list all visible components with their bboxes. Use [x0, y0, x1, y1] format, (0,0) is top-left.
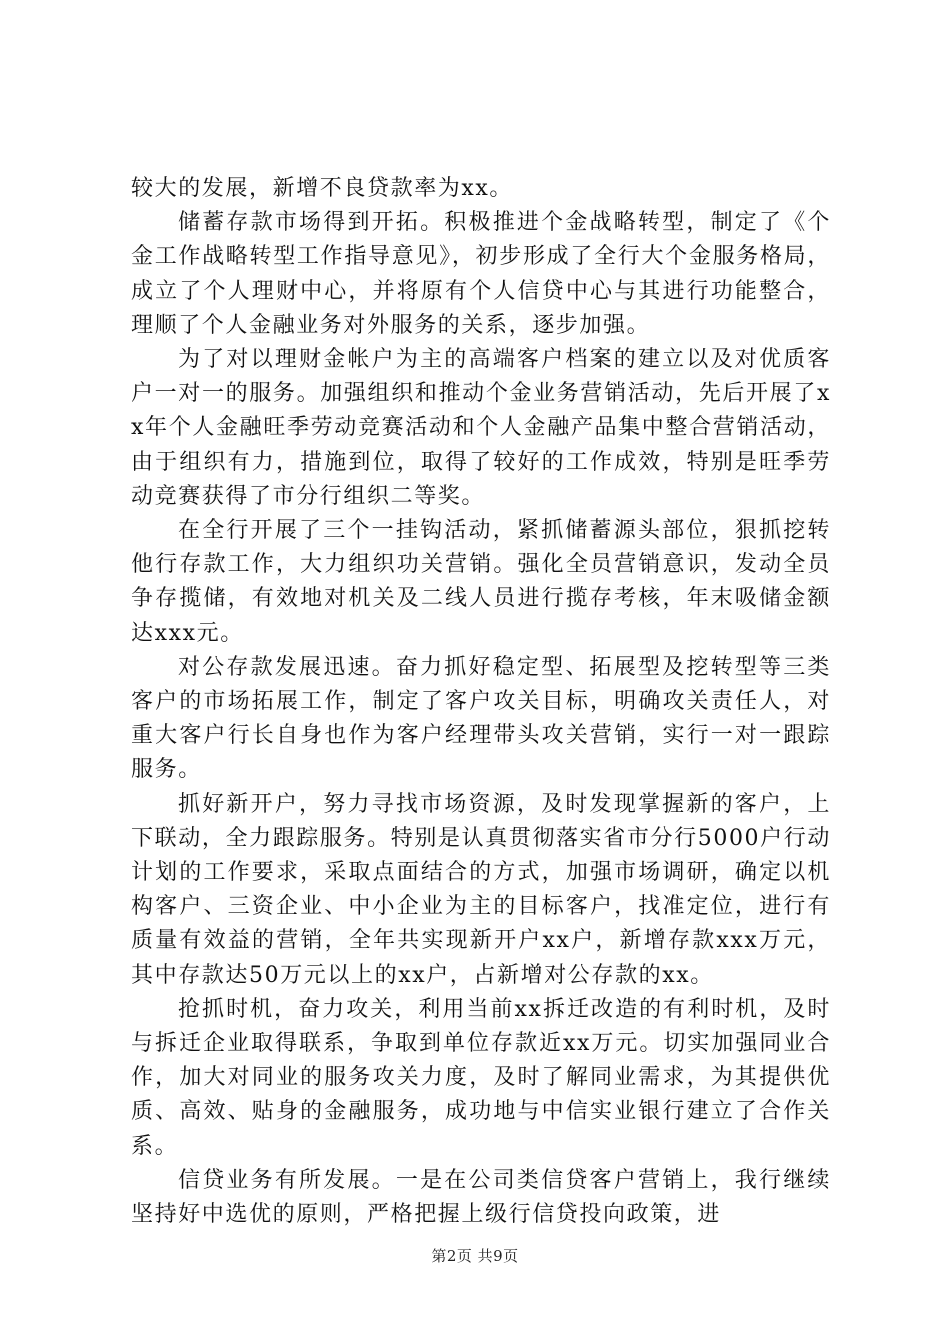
paragraph-high-end-clients: 为了对以理财金帐户为主的高端客户档案的建立以及对优质客户一对一的服务。加强组织和推动个金业务营销活动，先后开展了xx年个人金融旺季劳动竞赛活动和个人金融产品集中整合营销活动，由于组织有力，措施到位，取得了较好的工作成效，特别是旺季劳动竞赛获得了市分行组织二等奖。 [131, 347, 831, 509]
paragraph-seize-opportunity: 抢抓时机，奋力攻关，利用当前xx拆迁改造的有利时机，及时与拆迁企业取得联系，争取到单位存款近xx万元。切实加强同业合作，加大对同业的服务攻关力度，及时了解同业需求，为其提供优质、高效、贴身的金融服务，成功地与中信实业银行建立了合作关系。 [131, 996, 831, 1159]
paragraph-credit-business: 信贷业务有所发展。一是在公司类信贷客户营销上，我行继续坚持好中选优的原则，严格把握上级行信贷投向政策，进 [131, 1167, 831, 1228]
paragraph-three-linkage: 在全行开展了三个一挂钩活动，紧抓储蓄源头部位，狠抓挖转他行存款工作，大力组织功关营销。强化全员营销意识，发动全员争存揽储，有效地对机关及二线人员进行揽存考核，年末吸储金额达xxx元。 [131, 518, 831, 646]
paragraph-savings-deposit: 储蓄存款市场得到开拓。积极推进个金战略转型，制定了《个金工作战略转型工作指导意见》，初步形成了全行大个金服务格局，成立了个人理财中心，并将原有个人信贷中心与其进行功能整合，理顺了个人金融业务对外服务的关系，逐步加强。 [131, 210, 831, 338]
paragraph-corporate-deposit: 对公存款发展迅速。奋力抓好稳定型、拓展型及挖转型等三类客户的市场拓展工作，制定了客户攻关目标，明确攻关责任人，对重大客户行长自身也作为客户经理带头攻关营销，实行一对一跟踪服务。 [131, 654, 831, 783]
page-footer [0, 1245, 950, 1266]
paragraph-new-accounts: 抓好新开户，努力寻找市场资源，及时发现掌握新的客户，上下联动，全力跟踪服务。特别是认真贯彻落实省市分行5000户行动计划的工作要求，采取点面结合的方式，加强市场调研，确定以机构客户、三资企业、中小企业为主的目标客户，找准定位，进行有质量有效益的营销，全年共实现新开户xx户，新增存款xxx万元，其中存款达50万元以上的xx户，占新增对公存款的xx。 [131, 791, 831, 988]
page-number-label: 第2页 共9页 [431, 1247, 519, 1265]
document-body [131, 172, 831, 1232]
paragraph-continuation: 较大的发展，新增不良贷款率为xx。 [131, 176, 514, 201]
